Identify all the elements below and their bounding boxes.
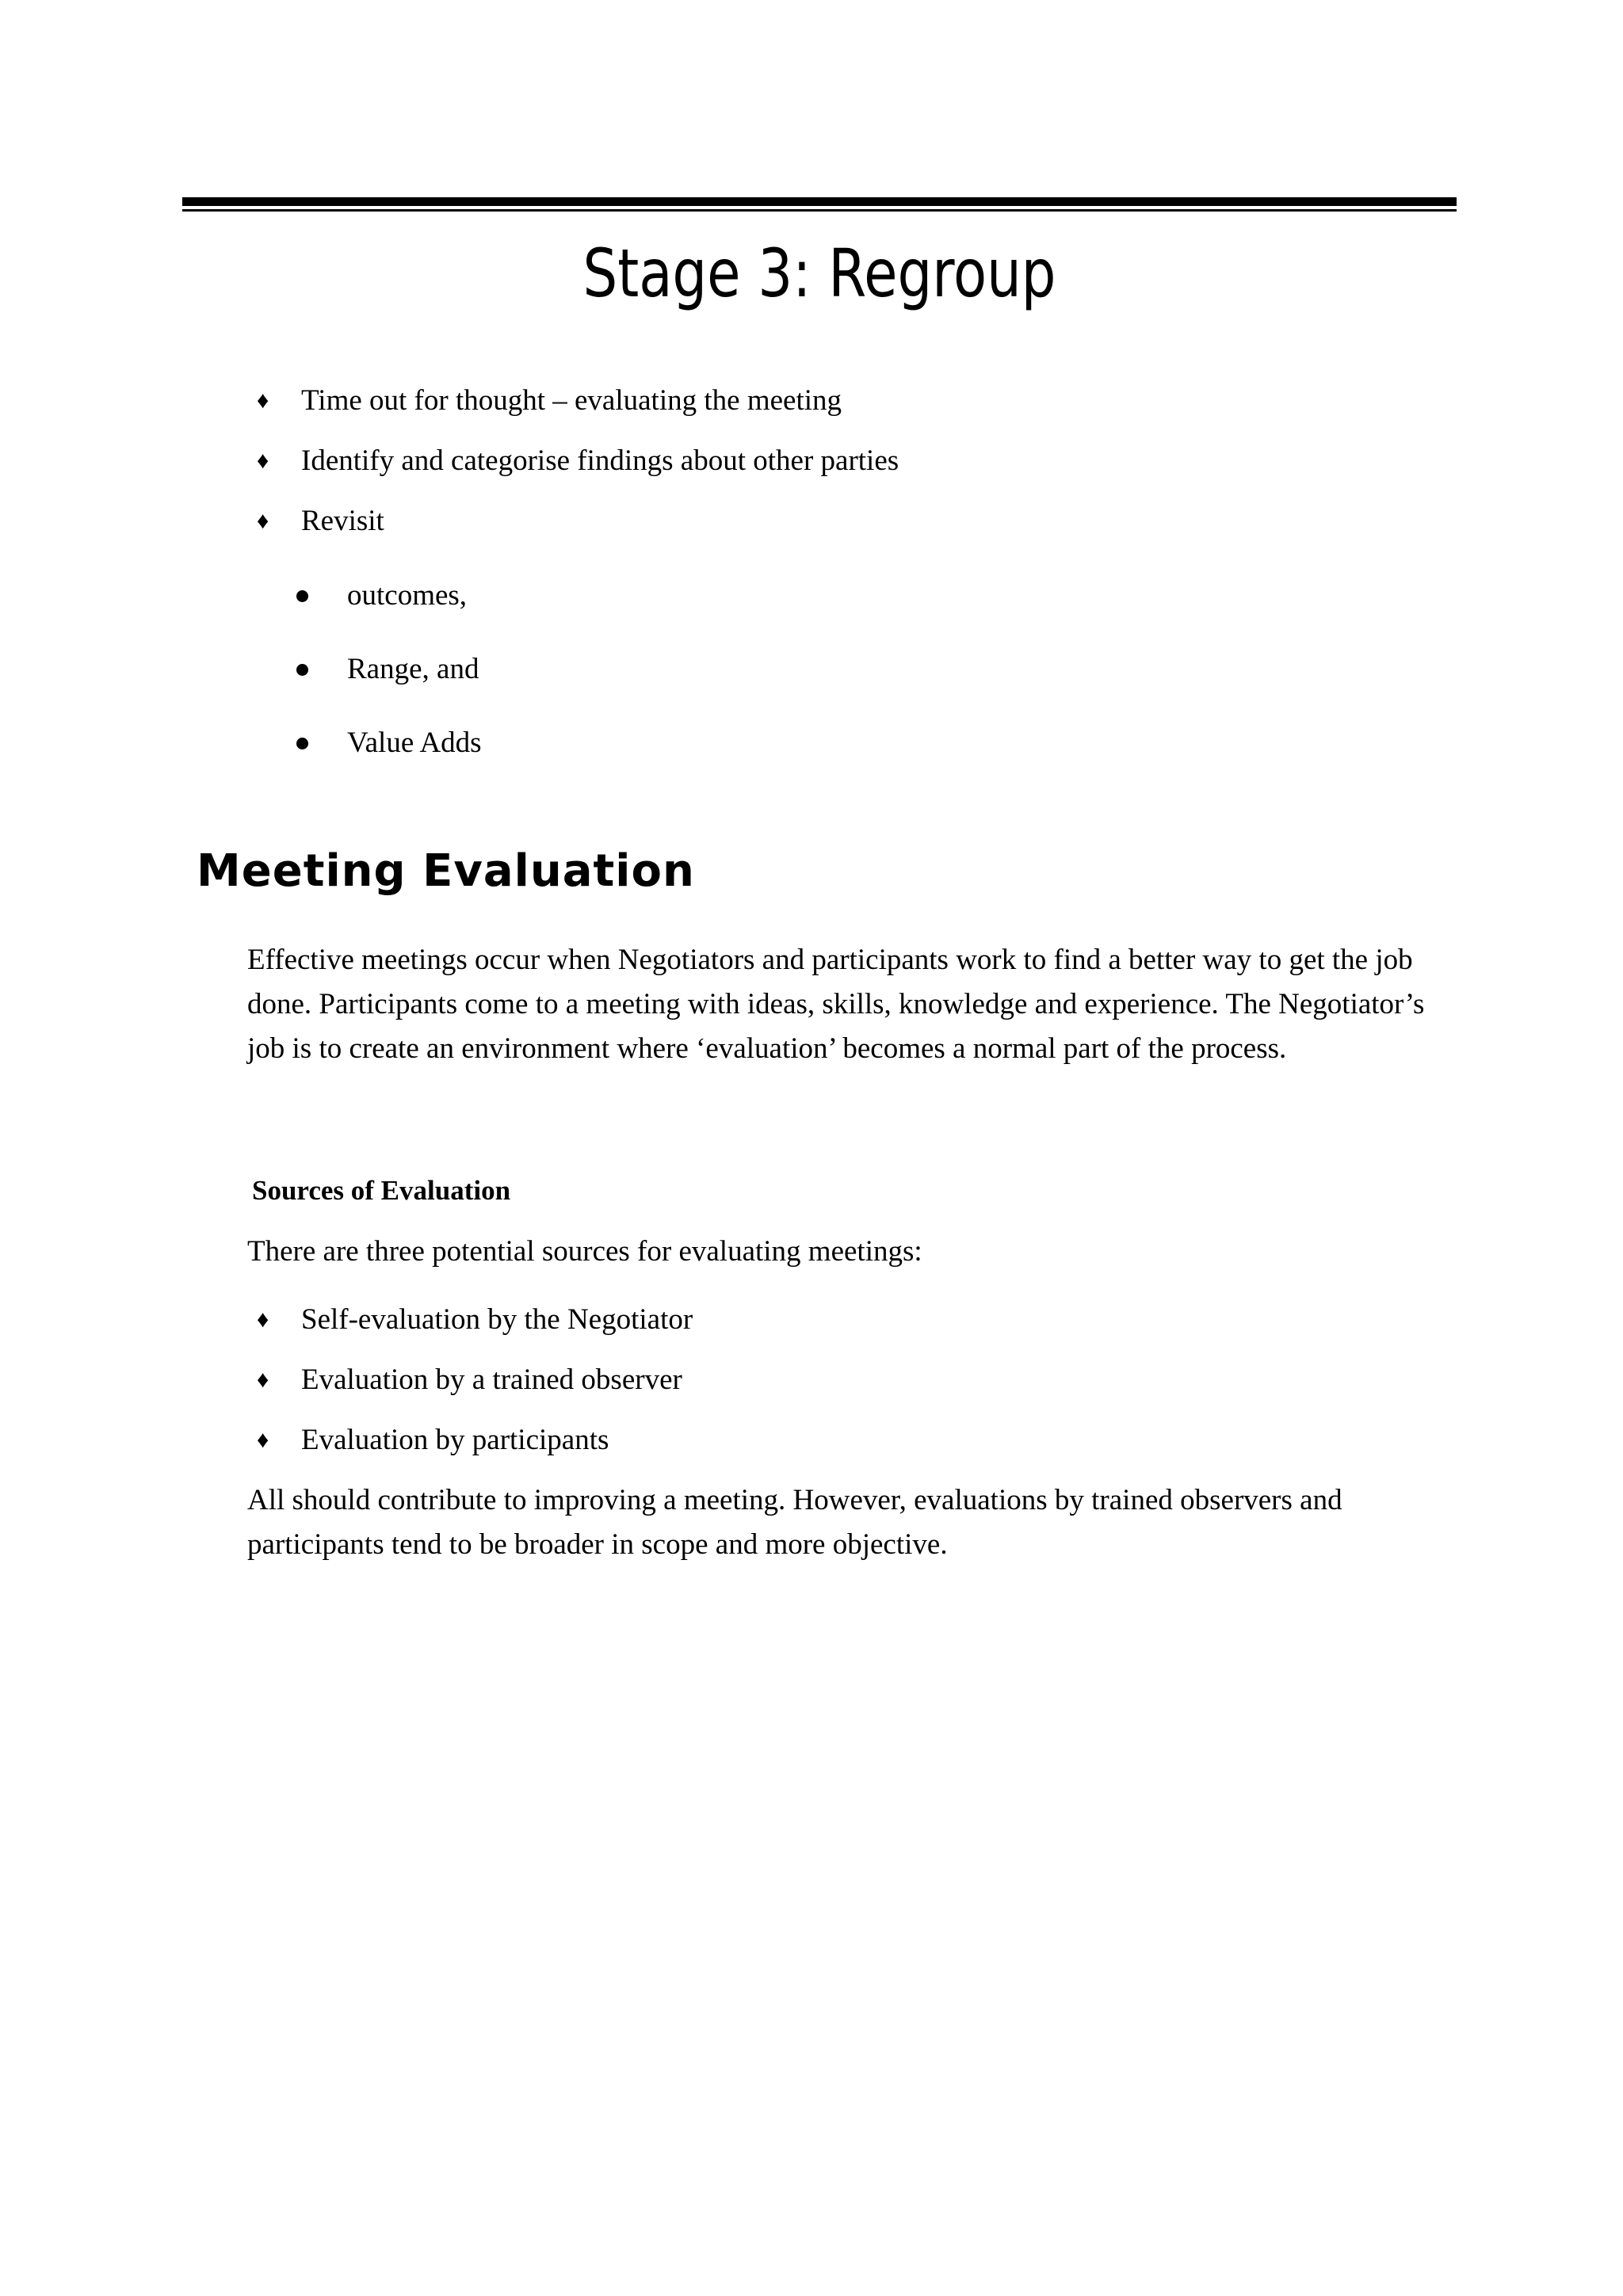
list-item — [246, 439, 899, 499]
list-item — [246, 1298, 693, 1358]
list-item-text: Identify and categorise findings about other parties — [301, 444, 899, 477]
list-item-text: outcomes, — [347, 579, 468, 612]
header-rule-thick — [182, 197, 1457, 206]
list-item-text: Time out for thought – evaluating the meeting — [301, 384, 842, 417]
list-item — [246, 499, 899, 559]
diamond-bullet-icon: ♦ — [257, 1367, 269, 1393]
list-item — [293, 721, 482, 795]
list-item — [246, 379, 899, 439]
closing-paragraph: All should contribute to improving a meeting. However, evaluations by trained observers and participants tend to be broader in scope and more objective. — [247, 1484, 1342, 1561]
list-item — [246, 1358, 693, 1418]
revisit-sub-list — [293, 574, 482, 795]
intro-paragraph: Effective meetings occur when Negotiators and participants work to find a better way to get the job done. Participants come to a meeting with ideas, skills, knowledge and experience. The Negotiator’s job is to create an environment where ‘evaluation’ becomes a normal part of the process. — [247, 944, 1425, 1065]
sources-intro: There are three potential sources for evaluating meetings: — [247, 1235, 922, 1268]
list-item-text: Evaluation by a trained observer — [301, 1363, 682, 1396]
diamond-bullet-icon: ♦ — [257, 508, 269, 534]
diamond-bullet-icon: ♦ — [257, 448, 269, 474]
diamond-bullet-icon: ♦ — [257, 1427, 269, 1453]
round-bullet-icon — [296, 738, 308, 749]
list-item — [293, 647, 482, 721]
list-item — [246, 1418, 693, 1478]
section-heading: Meeting Evaluation — [197, 845, 695, 897]
list-item-text: Value Adds — [347, 727, 482, 759]
sub-heading: Sources of Evaluation — [252, 1175, 511, 1206]
list-item-text: Self-evaluation by the Negotiator — [301, 1303, 693, 1336]
list-item-text: Revisit — [301, 505, 384, 537]
intro-bullet-list — [246, 379, 899, 559]
round-bullet-icon — [296, 664, 308, 676]
list-item-text: Range, and — [347, 653, 479, 685]
sources-bullet-list — [246, 1298, 693, 1478]
page-title: Stage 3: Regroup — [582, 235, 1056, 312]
diamond-bullet-icon: ♦ — [257, 1306, 269, 1333]
header-rule-thin — [182, 209, 1457, 212]
list-item-text: Evaluation by participants — [301, 1424, 609, 1456]
list-item — [293, 574, 482, 647]
diamond-bullet-icon: ♦ — [257, 387, 269, 414]
round-bullet-icon — [296, 590, 308, 602]
